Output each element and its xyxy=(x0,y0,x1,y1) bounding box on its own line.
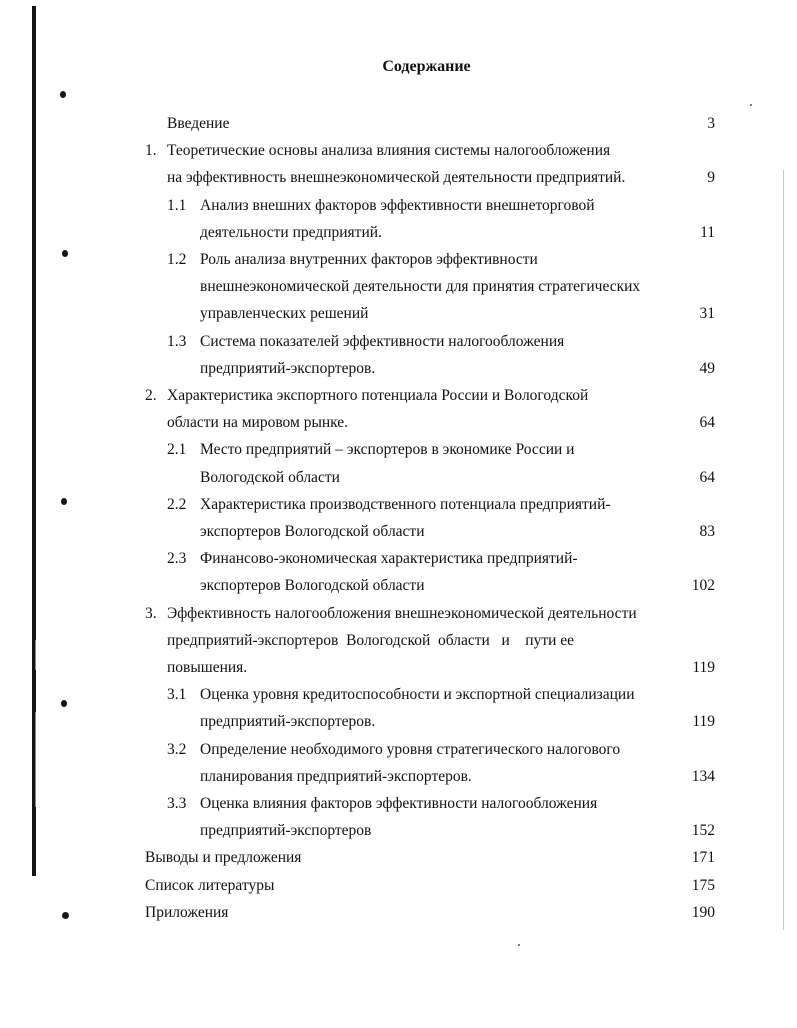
toc-line xyxy=(145,657,715,679)
toc-line xyxy=(145,113,715,135)
toc-entry-text: управленческих решений xyxy=(200,305,369,323)
toc-page-number: 64 xyxy=(699,414,715,432)
toc-line xyxy=(145,575,715,597)
scan-artifact xyxy=(750,104,752,106)
toc-line xyxy=(145,766,715,788)
toc-entry-text: Система показателей эффективности налогообложения xyxy=(200,332,565,350)
toc-entry-text: планирования предприятий-экспортеров. xyxy=(200,767,472,785)
toc-line xyxy=(145,303,715,325)
toc-line xyxy=(145,467,715,489)
toc-entry-number: 3. xyxy=(145,604,157,622)
toc-entry-text: Характеристика производственного потенциала предприятий- xyxy=(200,495,611,513)
toc-entry-text: Эффективность налогообложения внешнеэкономической деятельности xyxy=(167,604,637,622)
toc-entry-text: Теоретические основы анализа влияния системы налогообложения xyxy=(167,142,611,160)
toc-line xyxy=(145,739,715,761)
toc-entry-text: Выводы и предложения xyxy=(145,849,302,867)
punch-hole xyxy=(61,700,67,707)
toc-line xyxy=(145,793,715,815)
toc-entry-text: деятельности предприятий. xyxy=(200,223,382,241)
toc-entry-text: предприятий-экспортеров. xyxy=(200,359,376,377)
toc-line xyxy=(145,820,715,842)
toc-page-number: 64 xyxy=(699,468,715,486)
toc-page-number: 134 xyxy=(691,767,715,785)
toc-entry-text: предприятий-экспортеров xyxy=(200,822,372,840)
toc-page-number: 83 xyxy=(699,523,715,540)
toc-line xyxy=(145,603,715,625)
toc-page-number: 3 xyxy=(707,115,715,132)
toc-page-number: 49 xyxy=(699,359,715,377)
toc-entry-text: Оценка влияния факторов эффективности налогообложения xyxy=(200,795,598,812)
toc-line xyxy=(145,385,715,407)
page-title: Содержание xyxy=(382,58,471,75)
toc-entry-text: Анализ внешних факторов эффективности внешнеторговой xyxy=(200,196,595,214)
toc-page-number: 31 xyxy=(699,305,715,323)
toc-entry-number: 3.2 xyxy=(167,740,187,758)
toc-entry-text: экспортеров Вологодской области xyxy=(200,523,425,540)
toc-entry-text: Список литературы xyxy=(145,876,275,894)
toc-entry-text: на эффективность внешнеэкономической деятельности предприятий. xyxy=(167,169,626,187)
scan-artifact xyxy=(35,640,36,670)
toc-page-number: 171 xyxy=(691,849,715,867)
scan-artifact xyxy=(518,944,520,946)
punch-hole xyxy=(62,250,68,257)
toc-page-number: 11 xyxy=(700,223,715,241)
toc-page-number: 102 xyxy=(691,577,715,595)
scan-artifact xyxy=(35,712,36,807)
toc-page-number: 119 xyxy=(692,713,715,731)
toc-line xyxy=(145,548,715,570)
toc-line xyxy=(145,847,715,869)
toc-entry-number: 1.2 xyxy=(167,251,187,268)
toc-line xyxy=(145,358,715,380)
toc-entry-number: 1. xyxy=(145,142,157,160)
toc-entry-number: 3.1 xyxy=(167,686,187,704)
toc-entry-number: 1.3 xyxy=(167,332,187,350)
toc-line xyxy=(145,331,715,353)
toc-line xyxy=(145,222,715,244)
toc-entry-number: 3.3 xyxy=(167,795,187,812)
toc-line xyxy=(145,684,715,706)
toc-line xyxy=(145,711,715,733)
toc-line xyxy=(145,494,715,516)
toc-line xyxy=(145,875,715,897)
toc-entry-text: экспортеров Вологодской области xyxy=(200,577,425,595)
toc-entry-text: повышения. xyxy=(167,659,248,676)
toc-entry-text: предприятий-экспортеров Вологодской области и пути ее xyxy=(167,631,575,649)
toc-line xyxy=(145,902,715,924)
punch-hole xyxy=(61,498,67,505)
toc-entry-number: 2.1 xyxy=(167,441,187,459)
toc-entry-text: Определение необходимого уровня стратегического налогового xyxy=(200,740,621,758)
toc-line xyxy=(145,439,715,461)
toc-entry-text: Финансово-экономическая характеристика предприятий- xyxy=(200,550,578,568)
toc-line xyxy=(145,412,715,434)
toc-line xyxy=(145,630,715,652)
toc-entry-text: Введение xyxy=(167,115,230,132)
scan-artifact xyxy=(783,170,784,930)
toc-entry-text: Приложения xyxy=(145,903,229,921)
toc-line xyxy=(145,167,715,189)
toc-line xyxy=(145,249,715,271)
toc-line xyxy=(145,195,715,217)
toc-entry-text: Характеристика экспортного потенциала России и Вологодской xyxy=(167,387,589,404)
punch-hole xyxy=(62,912,69,919)
punch-hole xyxy=(60,91,66,98)
toc-entry-text: внешнеэкономической деятельности для принятия стратегических xyxy=(200,278,641,296)
toc-page-number: 152 xyxy=(691,822,715,840)
toc-line xyxy=(145,276,715,298)
toc-entry-number: 2. xyxy=(145,387,157,404)
toc-entry-text: Вологодской области xyxy=(200,468,340,486)
toc-line xyxy=(145,521,715,543)
toc-entry-text: Место предприятий – экспортеров в экономике России и xyxy=(200,441,575,459)
toc-entry-text: Роль анализа внутренних факторов эффективности xyxy=(200,251,538,268)
toc-page-number: 175 xyxy=(691,876,715,894)
toc-entry-number: 1.1 xyxy=(167,196,187,214)
toc-line xyxy=(145,140,715,162)
toc-entry-text: предприятий-экспортеров. xyxy=(200,713,376,731)
toc-entry-text: области на мировом рынке. xyxy=(167,414,349,432)
toc-page-number: 119 xyxy=(692,659,715,676)
toc-page-number: 9 xyxy=(707,169,715,187)
toc-entry-number: 2.2 xyxy=(167,495,187,513)
toc-entry-number: 2.3 xyxy=(167,550,187,568)
toc-entry-text: Оценка уровня кредитоспособности и экспортной специализации xyxy=(200,686,635,704)
toc-page-number: 190 xyxy=(691,903,715,921)
